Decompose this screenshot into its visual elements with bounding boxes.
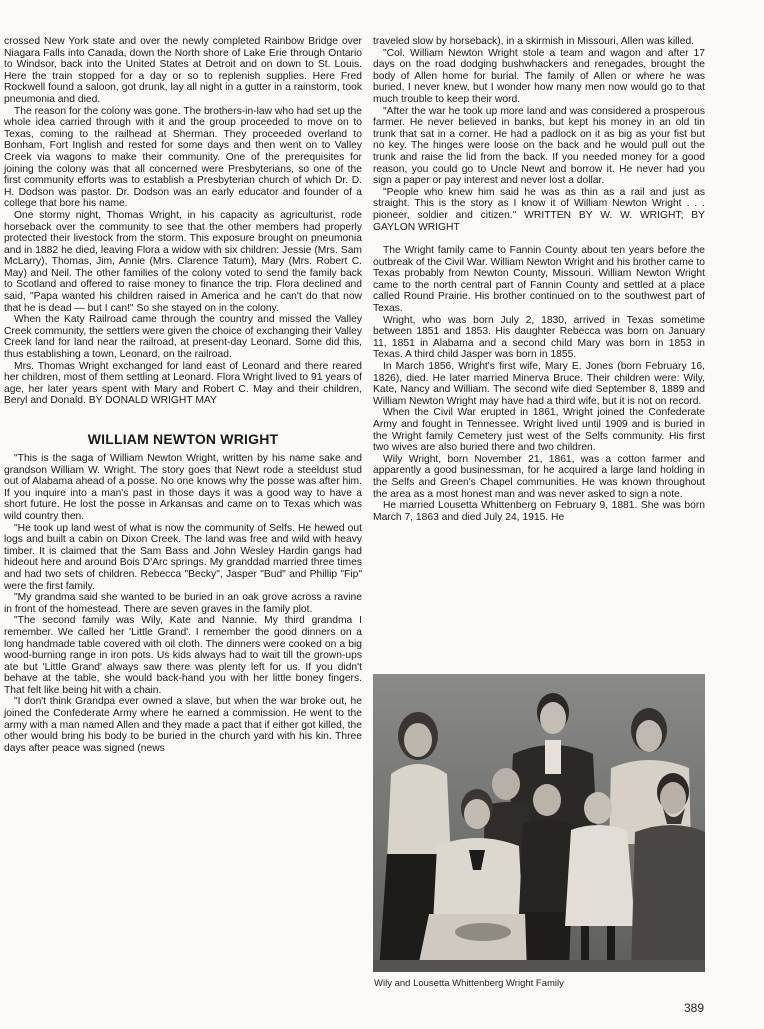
left-column (4, 36, 362, 754)
paragraph: Wright, who was born July 2, 1830, arrived in Texas sometime between 1851 and 1853. His daughter Rebecca was born on January 11, 1851 in Alabama and a second child Mary was born in 1853 in Texas. A third child Jasper was born in 1855. (373, 314, 705, 361)
paragraph: He married Lousetta Whittenberg on February 9, 1881. She was born March 7, 1863 and died July 24, 1915. He (373, 500, 705, 523)
paragraph: One stormy night, Thomas Wright, in his capacity as agriculturist, rode horseback over the community to see that the other members had properly protected their livestock from the storm. This exposure brought on pneumonia and in 1882 he died, leaving Flora a widow with six children: Jessie (Mrs. Sam McLarry), Thomas, Jim, Annie (Mrs. Clarence Tatum), Mary (Mrs. Robert C. May) and Neil. The other families of the colony voted to send the family back to Scotland and offered to raise money to finance the trip. Flora declined and said, "Papa wanted his children raised in America and he can't do that now that he is dead — but I can!" So she stayed on in the colony. (4, 209, 362, 314)
paragraph: Wily Wright, born November 21, 1861, was a cotton farmer and apparently a good businessman, for he acquired a large land holding in the Selfs and Green's Chapel communities. He was known throughout the area as a most honest man and was never asked to sign a note. (373, 453, 705, 500)
right-column (373, 36, 705, 523)
paragraph: When the Civil War erupted in 1861, Wright joined the Confederate Army and fought in Tennessee. Wright lived until 1909 and is buried in the Wright family Cemetery just west of the Selfs community. His first two wives are also buried there and two children. (373, 407, 705, 454)
paragraph: "Col. William Newton Wright stole a team and wagon and after 17 days on the road dodging bushwhackers and renegades, brought the body of Allen home for burial. The family of Allen or where he was buried, I never knew, but I wonder how many men now would go to that much trouble to keep their word. (373, 47, 705, 105)
family-photograph (373, 674, 705, 972)
paragraph: crossed New York state and over the newly completed Rainbow Bridge over Niagara Falls into Canada, down the North shore of Lake Erie through Ontario to Windsor, back into the United States at Detroit and on down to St. Louis. Here the train stopped for a day or so to replenish supplies. Here Fred Rockwell found a saloon, got drunk, lay all night in a gutter in a rainstorm, took pneumonia and died. (4, 36, 362, 105)
paragraph: "This is the saga of William Newton Wright, written by his name sake and grandson William W. Wright. The story goes that Newt rode a steeldust stud out of Alabama ahead of a posse. No one knows why the posse was after him. If you inquire into a man's past in those days it was a good way to have a short future. He lost the posse in Arkansas and came on to Texas which was wild country then. (4, 453, 362, 522)
page-number: 389 (683, 1001, 704, 1015)
photo-caption: Wily and Lousetta Whittenberg Wright Family (374, 978, 564, 989)
paragraph: "He took up land west of what is now the community of Selfs. He hewed out logs and built a cabin on Dixon Creek. The land was free and wild with heavy timber. It is claimed that the Sam Bass and John Wesley Hardin gangs had hideout here and around Bois D'Arc springs. My granddad married three times and had two sets of children. Rebecca "Becky", Jasper "Bud" and Phillip "Fip" were the first family. (4, 522, 362, 592)
section-heading: WILLIAM NEWTON WRIGHT (87, 431, 279, 447)
paragraph: Mrs. Thomas Wright exchanged for land east of Leonard and there reared her children, most of them settling at Leonard. Flora Wright lived to 91 years of age, her later years spent with Mary and Robert C. May and their children, Beryl and Donald. BY DONALD WRIGHT MAY (4, 360, 362, 407)
paragraph: "My grandma said she wanted to be buried in an oak grove across a ravine in front of the homestead. There are seven graves in the family plot. (4, 592, 362, 615)
paragraph: When the Katy Railroad came through the country and missed the Valley Creek community, the settlers were given the choice of exchanging their Valley Creek land for land near the railroad, at present-day Leonard. Some did this, thus establishing a town, Leonard, on the railroad. (4, 314, 362, 361)
paragraph: "After the war he took up more land and was considered a prosperous farmer. He never believed in banks, but kept his money in an old tin trunk that sat in a corner. He had a padlock on it as big as your fist but no key. The hinges were loose on the back and he would pull out the trunk and raise the lid from the back. If you needed money for a good reason, you could go to Uncle Newt and borrow it. He never had you sign a paper or pay interest and never lost a dollar. (373, 105, 705, 187)
paragraph: The Wright family came to Fannin County about ten years before the outbreak of the Civil War. William Newton Wright and his brother came to Texas probably from Newton County, Missouri. William Newton Wright came to the north central part of Fannin County and settled at a place called Round Prairie. His brother continued on to the southwest part of Texas. (373, 245, 705, 315)
paragraph: traveled slow by horseback), in a skirmish in Missouri, Allen was killed. (373, 36, 695, 47)
paragraph: "I don't think Grandpa ever owned a slave, but when the war broke out, he joined the Confederate Army where he earned a commission. He went to the army with a man named Allen and they made a pact that if either got killed, the other would bring his body to be buried in the church yard with his kin. Three days after peace was signed (news (4, 696, 362, 754)
paragraph: "The second family was Wily, Kate and Nannie. My third grandma I remember. We called her 'Little Grand'. I remember the good dinners on a long handmade table covered with oil cloth. The dinners were cooked on a big wood-burning range in iron pots. Us kids always had to wait till the grown-ups ate but 'Little Grand' always saw there was plenty left for us. If you didn't behave at the table, she would back-hand you with her little boney fingers. That felt like being hit with a chain. (4, 615, 362, 696)
paragraph: "People who knew him said he was as thin as a rail and just as straight. This is the story as I know it of William Newton Wright . . . pioneer, soldier and citizen." WRITTEN BY W. W. WRIGHT; BY GAYLON WRIGHT (373, 186, 705, 233)
family-photo-image (373, 674, 705, 972)
paragraph: In March 1856, Wright's first wife, Mary E. Jones (born February 16, 1826), died. He later married Minerva Bruce. Their children were: Wily, Kate, Nancy and William. The second wife died September 8, 1889 and William Newton Wright may have had a third wife, but it is not on record. (373, 361, 705, 407)
paragraph: The reason for the colony was gone. The brothers-in-law who had set up the whole idea carried through with it and the group proceeded to move on to Texas, coming to the railhead at Sherman. They proceeded overland to Bonham, Fort Inglish and rested for some days and then went on to Valley Creek via wagons to make their community. One of the prerequisites for joining the colony was that all concerned were Presbyterians, so one of the first community efforts was to establish a Presbyterian church of which Dr. D. H. Dodson was pastor. Dr. Dodson was an early educator and founder of a college that bore his name. (4, 105, 362, 210)
